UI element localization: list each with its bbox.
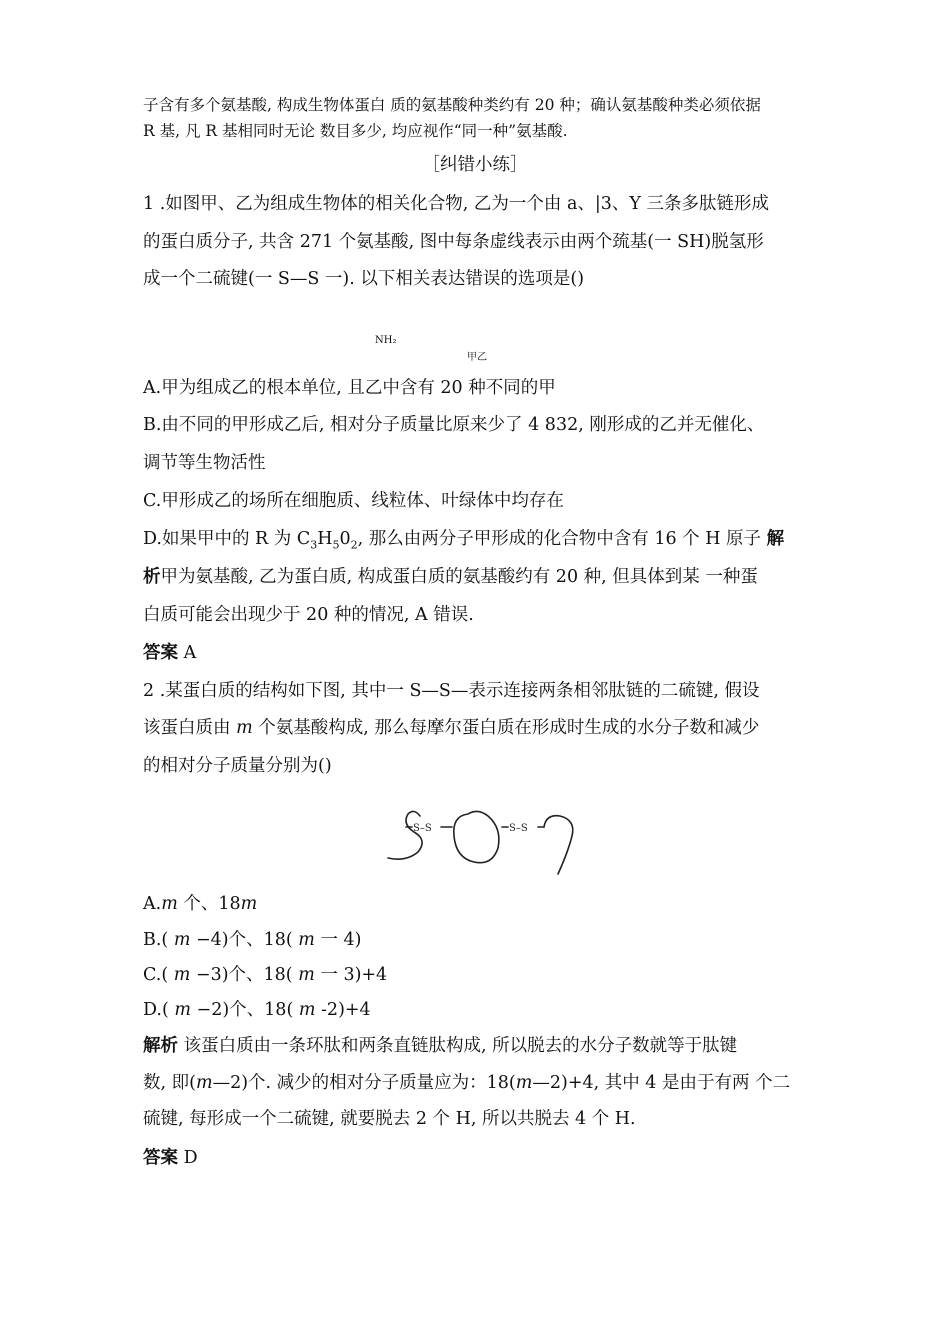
q2-option-b-suffix: 一 4) <box>314 930 362 950</box>
q2-answer-label: 答案 <box>143 1148 178 1168</box>
q2-option-a-prefix: A. <box>143 894 162 914</box>
q2-option-d <box>143 1002 371 1020</box>
left-peptide-chain <box>388 811 422 859</box>
intro-line-1: 子含有多个氨基酸, 构成生物体蛋白 质的氨基酸种类约有 20 种；确认氨基酸种类必须依据 <box>143 96 761 114</box>
q1-option-d <box>143 531 784 551</box>
q2-explanation-line-1 <box>143 1038 737 1056</box>
q2-option-c <box>143 967 387 985</box>
q1-explanation-line-1 <box>143 569 758 587</box>
q1-stem-line-3: 成一个二硫键(一 S—S 一). 以下相关表达错误的选项是() <box>143 269 585 289</box>
q2-option-b-m2: m <box>298 930 315 950</box>
q2-explanation-2-prefix: 数, 即( <box>143 1073 196 1093</box>
q1-stem-line-2: 的蛋白质分子, 共含 271 个氨基酸, 图中每条虚线表示由两个巯基(一 SH)脱氢形 <box>143 232 764 252</box>
q1-option-d-sub-1: 3 <box>310 538 318 552</box>
q2-stem-line-2-suffix: 个氨基酸构成, 那么每摩尔蛋白质在形成时生成的水分子数和减少 <box>252 718 760 738</box>
q1-option-c: C.甲形成乙的场所在细胞质、线粒体、叶绿体中均存在 <box>143 491 564 511</box>
q2-option-b-prefix: B.( <box>143 930 174 950</box>
q1-explanation-line-2: 白质可能会出现少于 20 种的情况, A 错误. <box>143 605 474 625</box>
q2-option-d-suffix: -2)+4 <box>315 1000 371 1020</box>
q2-explanation-2-m2: m <box>515 1073 533 1093</box>
q2-explanation-2-m1: m <box>195 1073 213 1093</box>
intro-line-2: R 基, 凡 R 基相同时无论 数目多少, 均应视作“同一种”氨基酸. <box>143 122 568 140</box>
q2-answer <box>143 1150 198 1168</box>
q2-option-b-m1: m <box>173 930 191 950</box>
q1-option-d-prefix: D.如果甲中的 R 为 C <box>143 529 311 549</box>
q2-explanation-text-1: 该蛋白质由一条环肽和两条直链肽构成, 所以脱去的水分子数就等于肽键 <box>178 1036 738 1056</box>
q1-explanation-text-1: 甲为氨基酸, 乙为蛋白质, 构成蛋白质的氨基酸约有 20 种, 但具体到某 一种蛋 <box>160 567 758 587</box>
q1-answer-label: 答案 <box>143 643 178 663</box>
q2-option-c-prefix: C.( <box>143 965 174 985</box>
q1-option-d-o: 0 <box>339 529 351 549</box>
q2-option-a-m2: m <box>240 894 258 914</box>
q2-option-c-mid: −3)个、18( <box>190 965 299 985</box>
q2-stem-line-2-prefix: 该蛋白质由 <box>143 718 237 738</box>
q1-option-d-suffix: , 那么由两分子甲形成的化合物中含有 16 个 H 原子 <box>357 529 767 549</box>
q2-option-b <box>143 932 362 950</box>
q2-option-a-mid: 个、18 <box>177 894 241 914</box>
q2-analysis-label: 解析 <box>143 1036 178 1056</box>
q2-option-d-mid: −2)个、18( <box>190 1000 299 1020</box>
q2-option-a <box>143 896 257 914</box>
section-title: ［纠错小练］ <box>422 155 528 175</box>
right-peptide-chain <box>544 816 573 874</box>
q2-option-d-prefix: D.( <box>143 1000 175 1020</box>
q2-stem-line-3: 的相对分子质量分别为() <box>143 756 332 776</box>
q1-figure-label-nh2: NH₂ <box>375 335 397 346</box>
q2-option-b-mid: −4)个、18( <box>190 930 299 950</box>
q2-stem-line-2 <box>143 720 759 738</box>
q2-option-c-m1: m <box>173 965 191 985</box>
q2-option-c-m2: m <box>298 965 315 985</box>
cyclic-peptide-ring <box>454 811 499 862</box>
q2-explanation-line-3: 硫键, 每形成一个二硫键, 就要脱去 2 个 H, 所以共脱去 4 个 H. <box>143 1109 636 1129</box>
q1-option-d-sub-2: 5 <box>332 538 340 552</box>
q1-figure-label-jiayi: 甲乙 <box>467 352 487 363</box>
q2-option-d-m1: m <box>174 1000 191 1020</box>
q1-analysis-label-part-1: 解 <box>766 529 785 549</box>
q2-stem-line-1: 2 .某蛋白质的结构如下图, 其中一 S—S—表示连接两条相邻肽链的二硫键, 假设 <box>143 681 760 701</box>
q1-analysis-label-part-2: 析 <box>143 567 161 587</box>
q1-option-b-line-2: 调节等生物活性 <box>143 453 266 473</box>
q2-explanation-2-mid: —2)个. 减少的相对分子质量应为：18( <box>212 1073 516 1093</box>
q2-stem-variable-m: m <box>236 718 253 738</box>
q1-stem-line-1: 1 .如图甲、乙为组成生物体的相关化合物, 乙为一个由 a、|3、Y 三条多肽链形成 <box>143 194 770 214</box>
q2-answer-value: D <box>178 1148 198 1168</box>
q1-answer-value: A <box>178 643 197 663</box>
q1-answer <box>143 645 196 663</box>
q1-option-d-h: H <box>317 529 333 549</box>
protein-structure-figure <box>380 800 580 878</box>
q1-option-d-sub-3: 2 <box>350 538 358 552</box>
q1-option-b-line-1: B.由不同的甲形成乙后, 相对分子质量比原来少了 4 832, 刚形成的乙并无催化、 <box>143 415 765 435</box>
q2-option-c-suffix: 一 3)+4 <box>314 965 388 985</box>
q2-option-a-m1: m <box>161 894 178 914</box>
q2-option-d-m2: m <box>298 1000 316 1020</box>
q1-option-a: A.甲为组成乙的根本单位, 且乙中含有 20 种不同的甲 <box>143 378 556 398</box>
q2-explanation-line-2 <box>143 1075 790 1093</box>
right-disulfide-label: S–S <box>509 823 528 834</box>
q2-explanation-2-suffix: —2)+4, 其中 4 是由于有两 个二 <box>532 1073 791 1093</box>
left-disulfide-label: S–S <box>413 823 432 834</box>
